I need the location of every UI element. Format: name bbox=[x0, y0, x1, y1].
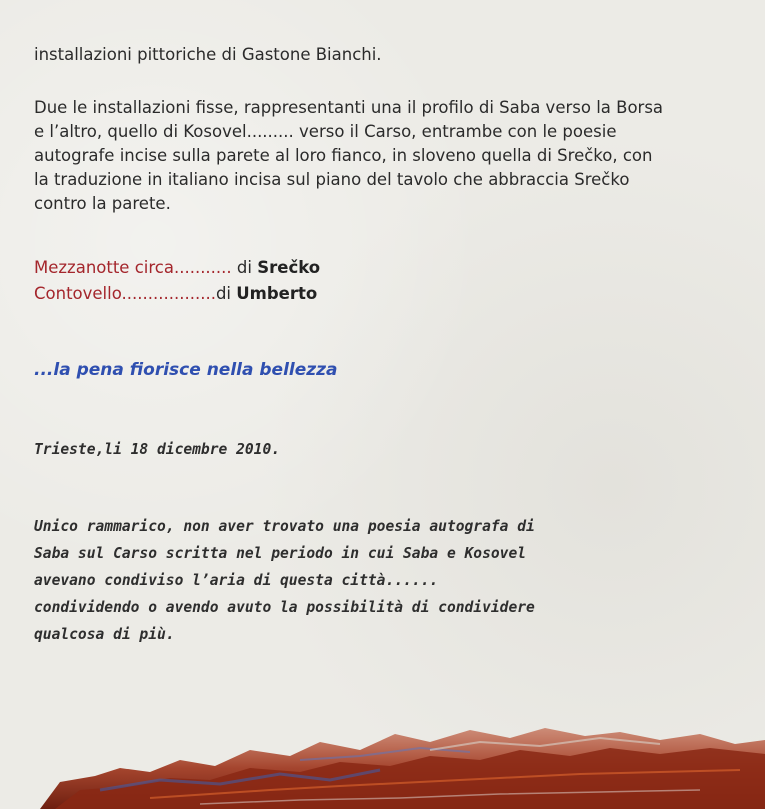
paragraph-line: autografe incise sulla parete al loro fianco, in sloveno quella di Srečko, con bbox=[34, 146, 653, 165]
dateline: Trieste,li 18 dicembre 2010. bbox=[34, 441, 281, 458]
motto: ...la pena fiorisce nella bellezza bbox=[34, 360, 338, 380]
poem-connector: di bbox=[215, 284, 237, 303]
closing-line: Unico rammarico, non aver trovato una poesia autografa di bbox=[34, 518, 535, 535]
paragraph-line: Due le installazioni fisse, rappresentanti una il profilo di Saba verso la Borsa bbox=[34, 98, 664, 117]
closing-line: qualcosa di più. bbox=[34, 626, 175, 643]
poem-title: Contovello.................. bbox=[34, 284, 216, 303]
poem-author: Umberto bbox=[236, 284, 318, 303]
intro-line: installazioni pittoriche di Gastone Bianchi. bbox=[34, 45, 382, 64]
closing-line: Saba sul Carso scritta nel periodo in cui Saba e Kosovel bbox=[34, 545, 527, 562]
poem-author: Srečko bbox=[257, 258, 321, 277]
poem-title: Mezzanotte circa........... bbox=[34, 258, 232, 277]
poem-connector: di bbox=[231, 258, 258, 277]
paragraph-line: la traduzione in italiano incisa sul piano del tavolo che abbraccia Srečko bbox=[34, 170, 630, 189]
poem-entry bbox=[34, 257, 320, 279]
painted-brushstroke-artwork bbox=[0, 720, 765, 809]
closing-line: avevano condiviso l’aria di questa città...... bbox=[34, 572, 439, 589]
paragraph-line: contro la parete. bbox=[34, 194, 171, 213]
paragraph-line: e l’altro, quello di Kosovel......... verso il Carso, entrambe con le poesie bbox=[34, 122, 617, 141]
poem-entry bbox=[34, 283, 317, 305]
closing-line: condividendo o avendo avuto la possibilità di condividere bbox=[34, 599, 535, 616]
